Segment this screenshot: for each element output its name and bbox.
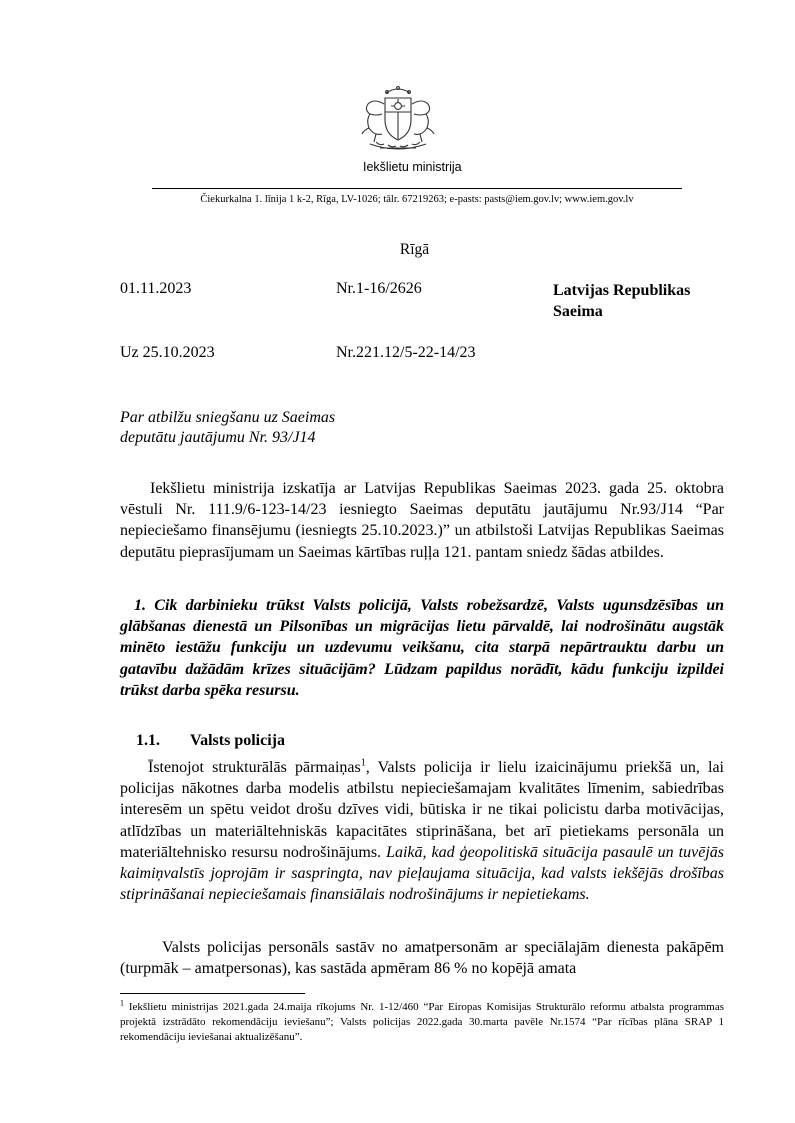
registration-number: Nr.1-16/2626 [336,280,422,297]
question-1: 1. Cik darbinieku trūkst Valsts policijā, Valsts robežsardzē, Valsts ugunsdzēsības un glābšanas dienestā un Pilsonības un migrācijas lietu pārvaldē, lai nodrošinātu augstāk minēto iestāžu funkciju un uzdevumu veikšanu, cita starpā nepārtrauktu darbu un gatavību dažādām krīzes situācijām? Lūdzam papildus norādīt, kādu funkciju izpildei trūkst darba spēka resursu. [120,597,724,699]
latvia-coat-of-arms-logo [356,84,440,152]
paragraph-2-rest: , Valsts policija ir lielu izaicinājumu priekšā un, lai policijas nākotnes darba modelis atbilstu nepieciešamajam kvalitātes līmenim, sabiedrības interesēm un spētu veidot drošu dzīves vidi, būtiska ir ne tikai policistu darba motivācijas, atlīdzības un materiāltehniskās kapacitātes stiprināšana, bet arī pietiekams personāla un materiāltehnisko resursu nodrošinājums. [120,759,724,861]
section-title: Valsts policija [190,732,285,749]
footnote-reference: 1 [360,757,366,769]
footnote-text: Iekšlietu ministrijas 2021.gada 24.maija rīkojums Nr. 1-12/460 “Par Eiropas Komisijas Strukturālo reformu atbalsta programmas projektā izstrādāto rekomendāciju ieviešanu”; Valsts policijas 2022.gada 30.marta pavēle Nr.1574 “Par rīcības plāna SRAP 1 rekomendāciju ieviešanai aktualizēšanu”. [120,1001,724,1043]
footnote-number: 1 [120,998,124,1008]
paragraph-police-reforms [120,757,724,905]
letter-subject [120,408,420,448]
letter-place: Rīgā [399,241,430,258]
paragraph-police-personnel: Valsts policijas personāls sastāv no amatpersonām ar speciālajām dienesta pakāpēm (turpmāk – amatpersonas), kas sastāda apmēram 86 % no kopējā amata [120,939,724,978]
intro-paragraph: Iekšlietu ministrija izskatīja ar Latvijas Republikas Saeimas 2023. gada 25. oktobra vēstuli Nr. 111.9/6-123-14/23 iesniegto Saeimas deputātu jautājumu Nr.93/J14 “Par nepieciešamo finansējumu (iesniegts 25.10.2023.)” un atbilstoši Latvijas Republikas Saeimas deputātu pieprasījumam un Saeimas kārtības ruļļa 121. pantam sniedz šādas atbildes. [120,480,724,561]
addressee-line-2: Saeima [553,303,603,320]
addressee [553,280,743,322]
addressee-line-1: Latvijas Republikas [553,282,691,299]
subject-line-2: deputātu jautājumu Nr. 93/J14 [120,429,316,446]
paragraph-2-italic: Laikā, kad ģeopolitiskā situācija pasaulē un tuvējās kaimiņvalstīs joprojām ir saspringta, nav pieļaujama situācija, kad valsts iekšējās drošības stiprināšanai nepieciešamais finansiālais nodrošinājums ir nepietiekams. [120,843,725,904]
reference-number: Nr.221.12/5-22-14/23 [336,344,476,361]
footnote-divider [120,993,305,994]
letter-date: 01.11.2023 [120,280,192,297]
header-divider [152,188,682,189]
footnote [120,1000,724,1045]
reference-date: Uz 25.10.2023 [120,344,215,361]
paragraph-2-start: Īstenojot strukturālās pārmaiņas [148,759,361,776]
section-number: 1.1. [136,732,160,749]
ministry-name: Iekšlietu ministrija [363,160,462,174]
ministry-address: Čiekurkalna 1. līnija 1 k-2, Rīga, LV-1026; tālr. 67219263; e-pasts: pasts@iem.gov.lv; www.iem.gov.lv [200,194,634,205]
subject-line-1: Par atbilžu sniegšanu uz Saeimas [120,409,336,426]
